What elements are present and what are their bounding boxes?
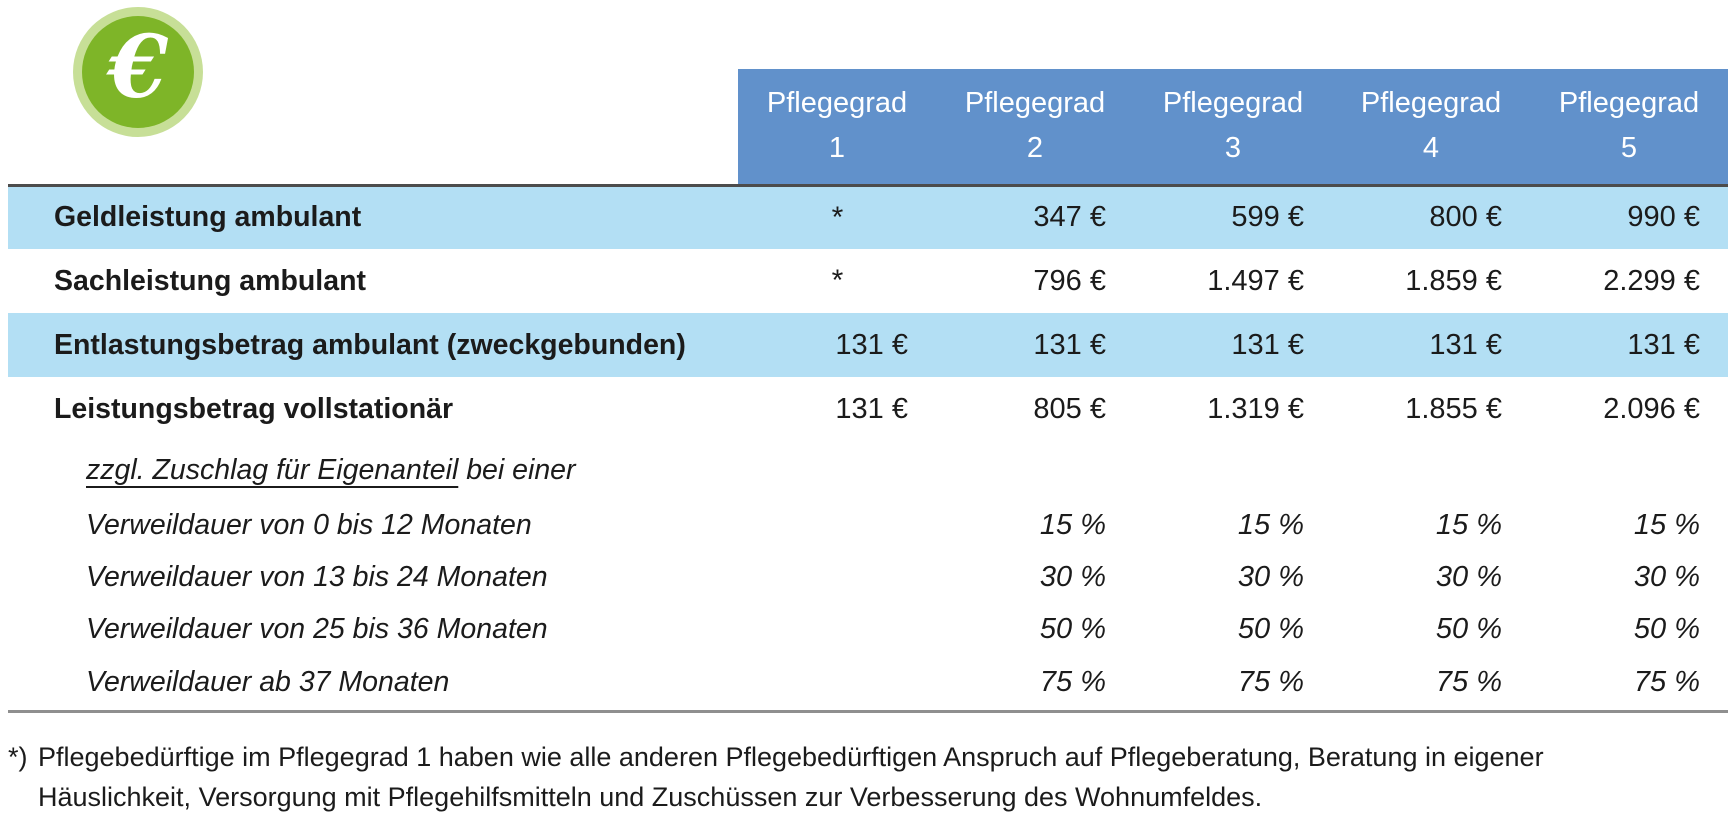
benefits-table-body: [8, 185, 1728, 711]
row-label: Verweildauer von 0 bis 12 Monaten: [86, 508, 532, 541]
cell-value: 1.319 €: [1207, 392, 1304, 425]
cell-value: [738, 603, 936, 655]
cell-value: [1530, 441, 1728, 499]
cell-value: 15 %: [1633, 508, 1700, 541]
cell-value: [1332, 441, 1530, 499]
cell-value: 75 %: [1039, 665, 1106, 698]
cell-value: [738, 499, 936, 551]
column-header-pflegegrad-5: Pflegegrad 5: [1530, 69, 1728, 185]
cell-value: 30 %: [1435, 560, 1502, 593]
cell-value: 30 %: [1633, 560, 1700, 593]
cell-value: 50 %: [1633, 612, 1700, 645]
table-row: [8, 551, 1728, 603]
care-benefits-table: [8, 69, 1728, 713]
row-label: Entlastungsbetrag ambulant (zweckgebunden): [54, 328, 686, 361]
cell-value: 131 €: [1627, 328, 1700, 361]
cell-value: 131 €: [835, 328, 908, 361]
cell-value: 796 €: [1033, 264, 1106, 297]
cell-value: 805 €: [1033, 392, 1106, 425]
cell-value: 50 %: [1435, 612, 1502, 645]
cell-value: 30 %: [1039, 560, 1106, 593]
cell-value: 990 €: [1627, 201, 1700, 234]
cell-value: 75 %: [1633, 665, 1700, 698]
cell-value: *: [831, 264, 844, 297]
table-row: [8, 499, 1728, 551]
cell-value: 2.096 €: [1603, 392, 1700, 425]
cell-value: *: [831, 200, 844, 234]
cell-value: 1.497 €: [1207, 264, 1304, 297]
cell-value: 599 €: [1231, 201, 1304, 234]
table-row: [8, 441, 1728, 499]
footnote-line-1: Pflegebedürftige im Pflegegrad 1 haben wie alle anderen Pflegebedürftigen Anspruch auf Pflegeberatung, Beratung in eigener: [38, 741, 1544, 772]
table-row: [8, 249, 1728, 313]
cell-value: 15 %: [1237, 508, 1304, 541]
row-label: Geldleistung ambulant: [54, 201, 362, 234]
footnote-line-2: Häuslichkeit, Versorgung mit Pflegehilfsmitteln und Zuschüssen zur Verbesserung des Wohnumfeldes.: [38, 781, 1263, 812]
euro-symbol: €: [108, 17, 168, 118]
row-label: [8, 441, 738, 499]
cell-value: 75 %: [1237, 665, 1304, 698]
row-label-rest: bei einer: [458, 453, 576, 486]
column-header-pflegegrad-2: Pflegegrad 2: [936, 69, 1134, 185]
euro-coin-icon-inner: [82, 16, 194, 128]
table-row: [8, 603, 1728, 655]
cell-value: [738, 655, 936, 711]
footnote: [8, 737, 1734, 817]
cell-value: 131 €: [835, 392, 908, 425]
cell-value: 15 %: [1039, 508, 1106, 541]
table-row: [8, 655, 1728, 711]
cell-value: 131 €: [1429, 328, 1502, 361]
cell-value: [1134, 441, 1332, 499]
cell-value: 131 €: [1231, 328, 1304, 361]
column-header-pflegegrad-3: Pflegegrad 3: [1134, 69, 1332, 185]
cell-value: [936, 441, 1134, 499]
cell-value: 131 €: [1033, 328, 1106, 361]
row-label: Leistungsbetrag vollstationär: [54, 392, 454, 425]
cell-value: 15 %: [1435, 508, 1502, 541]
cell-value: [738, 441, 936, 499]
footnote-marker: *): [8, 741, 28, 772]
cell-value: 1.855 €: [1405, 392, 1502, 425]
table-row: [8, 377, 1728, 441]
cell-value: 800 €: [1429, 201, 1502, 234]
cell-value: 50 %: [1237, 612, 1304, 645]
table-row: [8, 313, 1728, 377]
footnote-text: [8, 737, 1734, 817]
table-row: [8, 185, 1728, 249]
row-label: Verweildauer ab 37 Monaten: [86, 665, 450, 698]
column-header-pflegegrad-1: Pflegegrad 1: [738, 69, 936, 185]
cell-value: 347 €: [1033, 201, 1106, 234]
cell-value: 50 %: [1039, 612, 1106, 645]
header-row: [8, 69, 1728, 185]
row-label: Verweildauer von 13 bis 24 Monaten: [86, 560, 548, 593]
cell-value: [738, 551, 936, 603]
row-label: Verweildauer von 25 bis 36 Monaten: [86, 612, 548, 645]
row-label-underlined: zzgl. Zuschlag für Eigenanteil: [86, 453, 459, 486]
cell-value: 30 %: [1237, 560, 1304, 593]
row-label: Sachleistung ambulant: [54, 264, 366, 297]
cell-value: 75 %: [1435, 665, 1502, 698]
column-header-pflegegrad-4: Pflegegrad 4: [1332, 69, 1530, 185]
euro-coin-icon: [73, 7, 203, 137]
cell-value: 2.299 €: [1603, 264, 1700, 297]
cell-value: 1.859 €: [1405, 264, 1502, 297]
